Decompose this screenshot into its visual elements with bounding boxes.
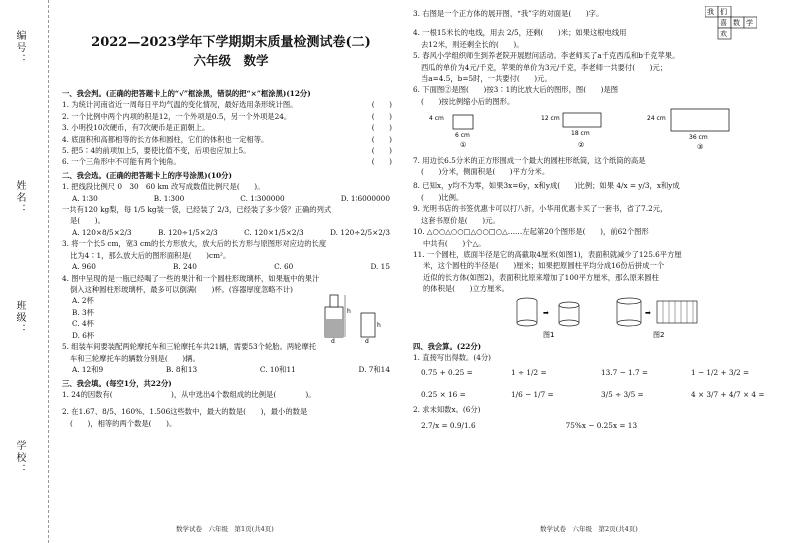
calc-item: 1 ÷ 1/2 = [511,368,547,378]
calc-item: 0.25 × 16 = [421,389,466,399]
svg-text:h: h [377,322,381,330]
option[interactable]: B. 3杯 [72,307,94,317]
calc-item: 0.75 + 0.25 = [421,368,473,378]
fill-q4-cont: 去12米，则还剩全长的( )。 [421,39,524,49]
calc-item: 1/6 − 1/7 = [511,389,554,399]
option[interactable]: D. 120÷2/5×2/3 [330,227,390,237]
fill-q4: 4. 一根15米长的电线，用去 2/5，还剩( )米；如果这根电线用 [413,28,627,38]
margin-label-school: 学校： [14,440,25,476]
section-calc-heading: 四、我会算。(22分) [413,341,482,351]
option[interactable]: A. 960 [72,262,96,272]
bottle-and-glass-figure [317,287,387,343]
fill-q10-cont: 中共有( )个△。 [423,238,486,248]
fill-q11-cont3: 的体积是( )立方厘米。 [423,284,509,294]
option[interactable]: D. 7和14 [358,365,390,375]
fig-number: ② [578,141,585,150]
svg-text:d: d [365,338,369,344]
judge-item: 6. 一个三角形中不可能有两个钝角。 ( ) [62,157,392,167]
option[interactable]: B. 1∶300 [153,193,185,203]
choice-q2-cont: 是( )。 [70,216,105,226]
fig-number: ① [460,141,467,150]
cube-face: 学 [746,19,753,27]
calc-item: 3/5 ÷ 3/5 = [601,389,644,399]
dim-label: 4 cm [429,115,444,123]
calc-item: 4 × 3/7 + 4/7 × 4 = [691,389,765,399]
section-judge-heading: 一、我会判。(正确的把答题卡上的“√”框涂黑，错误的把“×”框涂黑)(12分) [62,89,311,98]
svg-text:➡: ➡ [543,308,549,317]
svg-text:d: d [331,338,335,344]
rectangles-figure [413,107,773,151]
option[interactable]: D. 6杯 [72,330,95,340]
exam-title: 2022—2023学年下学期期末质量检测试卷(二) [91,35,371,50]
dim-label: 12 cm [541,115,560,123]
choice-q3-options [62,261,400,272]
fill-q5: 5. 春风小学组织师生到养老院开展慰问活动。李老师买了a千克西瓜和b千克苹果。 [413,51,680,61]
fill-q6-cont: ( )按比例缩小后的图形。 [421,96,515,106]
equation: 75%x − 0.25x = 13 [565,420,638,430]
option[interactable]: B. 240 [172,262,197,272]
choice-q1-options [62,193,400,204]
calc-q2: 2. 求未知数x。(6分) [413,405,481,415]
margin-label-name: 姓名： [14,180,25,216]
answer-blank[interactable]: ( ) [371,100,392,110]
choice-q5-options [62,364,400,375]
section-choice-heading: 二、我会选。(正确的把答题卡上的序号涂黑)(10分) [62,170,232,180]
equation-row [413,420,785,431]
fill-q9-cont: 这套书原价是( )元。 [421,215,500,225]
choice-q5-cont: 车和三轮摩托车的辆数分别是( )辆。 [70,353,200,363]
option[interactable]: A. 120×8/5×2/3 [72,227,132,237]
option[interactable]: C. 60 [274,262,294,272]
answer-blank[interactable]: ( ) [371,123,392,133]
fill-q8: 8. 已知x，y均不为零，如果3x=6y，x和y成( )比例；如果 4/x = y/3，x和y成 [413,181,680,191]
judge-item: 2. 一个比例中两个内项的积是12，一个外项是0.5，另一个外项是24。 ( ) [62,111,392,121]
choice-q2: 一共有120 kg梨，每 1/5 kg装一袋，已经装了 2/3，已经装了多少袋？正确的列式 [62,205,332,215]
option[interactable]: C. 120×1/5×2/3 [244,227,304,237]
page-footer-1: 数学试卷 六年级 第1页(共4页) [176,525,274,533]
calc-grid [413,367,785,400]
margin-label-class: 班级： [14,300,25,336]
dim-label: 36 cm [689,134,708,142]
section-fill-heading: 三、我会填。(每空1分，共22分) [62,378,172,388]
option[interactable]: B. 120÷1/5×2/3 [157,227,218,237]
dim-label: 24 cm [647,115,666,123]
fill-q5-cont: 西瓜的单价为4元/千克，苹果的单价为3元/千克，李老师一共要付( )元； [421,62,668,72]
margin-label-id: 编号： [14,30,25,66]
dim-label: 6 cm [455,132,470,140]
left-page [62,30,400,429]
cube-face: 数 [733,19,740,27]
judge-item: 1. 为统计河南省近一周每日平均气温的变化情况，最好选用条形统计图。 ( ) [62,100,392,110]
judge-item: 3. 小明投10次硬币，有7次硬币是正面朝上。 ( ) [62,123,392,133]
fill-q1: 1. 24的因数有( )，从中选出4个数组成的比例是( )。 [62,389,316,399]
choice-q2-options [62,227,400,238]
option[interactable]: A. 2杯 [72,296,94,306]
svg-text:h: h [347,308,351,316]
svg-text:➡: ➡ [645,308,651,317]
cube-face: 们 [720,8,727,16]
fill-q11-cont2: 近似的长方体(如图2)，表面积比原来增加了100平方厘米，那么原来圆柱 [423,272,659,282]
calc-item: 1 − 1/2 + 3/2 = [691,368,750,378]
choice-q3-cont: 比为4∶1，那么放大后的图形面积是( )cm²。 [70,250,231,260]
fill-q2-cont: ( )，相等的两个数是( )。 [70,418,177,428]
choice-q3: 3. 将一个长5 cm，宽3 cm的长方形放大，放大后的长方形与原图形对应边的长度 [62,239,327,249]
cube-face: 欢 [720,30,727,38]
fill-q9: 9. 光明书店的书签优惠卡可以打八折，小华用优惠卡买了一套书，省了7.2元， [413,204,668,214]
option[interactable]: A. 1∶30 [72,193,98,203]
choice-q5: 5. 组装车间要装配两轮摩托车和三轮摩托车共21辆，需要53个轮胎。两轮摩托 [62,342,317,352]
answer-blank[interactable]: ( ) [371,146,392,156]
option[interactable]: C. 4杯 [72,319,94,329]
calc-item: 13.7 − 1.7 = [601,368,649,378]
cylinder-figures [413,295,785,339]
judge-item: 4. 底面积和高都相等的长方体和圆柱，它们的体积也一定相等。 ( ) [62,134,392,144]
option[interactable]: C. 10和11 [259,365,296,375]
choice-q4-cont: 倒入这种圆柱形玻璃杯，最多可以倒满( )杯。(容器厚度忽略不计) [70,284,293,294]
option[interactable]: D. 1∶6000000 [340,193,390,203]
choice-q4-area [62,295,400,344]
fill-q11-cont: 米，这个圆柱的半径是( )厘米；如果把原圆柱平均分成16份后拼成一个 [423,261,665,271]
fill-q5-cont2: 当a=4.5，b=5时，一共要付( )元。 [421,74,552,84]
calc-q1: 1. 直接写出得数。(4分) [413,352,491,362]
fill-q2: 2. 在1.67、8/5、160%、1.506这些数中，最大的数是( )，最小的数是 [62,407,308,417]
right-page [413,8,785,431]
answer-blank[interactable]: ( ) [371,157,392,167]
fill-q7-cont: ( )分米，侧面积是( )平方分米。 [421,167,550,177]
option[interactable]: C. 1∶300000 [240,193,285,203]
answer-blank[interactable]: ( ) [371,111,392,121]
fig-number: ③ [697,143,704,152]
figure-1-cylinders [513,295,593,339]
answer-blank[interactable]: ( ) [371,134,392,144]
fill-q8-cont: ( )比例。 [421,192,464,202]
fill-q6: 6. 下面图②是图( )按3∶1的比放大后的图形，图( )是图 [413,85,619,95]
exam-subtitle: 六年级 数学 [193,53,269,68]
judge-item: 5. 把5∶4的前项加上5，要使比值不变，后项也应加上5。 ( ) [62,146,392,156]
binding-margin [0,0,49,543]
figure-2-cylinder-to-cuboid [613,295,703,339]
option[interactable]: D. 15 [370,262,390,272]
dim-label: 18 cm [571,130,590,138]
equation: 2.7/x = 0.9/1.6 [421,420,476,430]
option[interactable]: A. 12和9 [72,365,104,375]
fill-q3: 3. 右图是一个正方体的展开图，“我”字的对面是( )字。 [413,9,604,18]
figure-1-label: 图1 [543,330,555,339]
fill-q10: 10. △○○△○○□△○○□○△……左起第20个图形是( )，前62个图形 [413,227,649,237]
choice-q4: 4. 图中呈现的是一瓶已经喝了一些的果汁和一个圆柱形玻璃杯，如果瓶中的果汁 [62,273,320,283]
choice-q1: 1. 把线段比例尺 0 30 60 km 改写成数值比例尺是( )。 [62,182,265,192]
page-footer-2: 数学试卷 六年级 第2页(共4页) [540,525,638,533]
fill-q7: 7. 用边长6.5分米的正方形围成一个最大的圆柱形纸筒，这个纸筒的高是 [413,155,646,165]
cube-face: 我 [707,8,714,16]
figure-2-label: 图2 [653,330,665,339]
cube-face: 喜 [720,19,727,27]
option[interactable]: B. 8和13 [165,365,198,375]
fill-q11: 11. 一个圆柱，底面半径是它的高截取4厘米(如图1)，表面积就减少了125.6平方厘 [413,249,682,259]
